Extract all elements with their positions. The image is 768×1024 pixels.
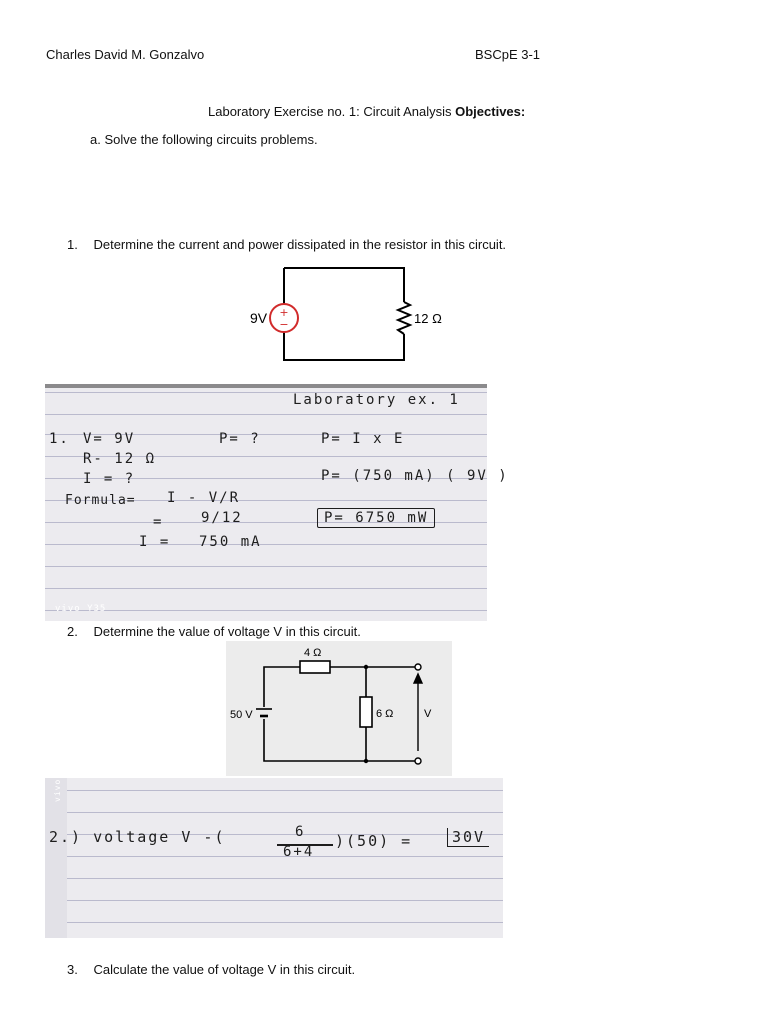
- camera-watermark-2: vivo Y35: [53, 755, 62, 802]
- lab-title-text: Laboratory Exercise no. 1: Circuit Analysis: [208, 104, 452, 119]
- notes-2-numerator: 6: [295, 824, 306, 840]
- camera-watermark-1: vivo Y35: [55, 604, 107, 614]
- notes-1-equals: =: [153, 514, 164, 530]
- notes-1-resistance: R- 12 Ω: [83, 451, 157, 467]
- notes-1-current-result: 750 mA: [199, 534, 262, 550]
- svg-text:+: +: [279, 306, 289, 319]
- notes-1-formula-label: Formula=: [65, 493, 136, 508]
- notes-2-equation-end: )(50) =: [335, 832, 413, 850]
- notes-1-power-unknown: P= ?: [219, 431, 261, 447]
- problem-1-text: Determine the current and power dissipated in the resistor in this circuit.: [93, 237, 507, 252]
- problem-2: [67, 624, 361, 640]
- notes-1-power-result: P= 6750 mW: [317, 508, 435, 528]
- problem-2-text: Determine the value of voltage V in this circuit.: [93, 624, 361, 639]
- battery-label: 50 V: [230, 709, 253, 721]
- notes-1-ohms-law: I - V/R: [167, 490, 241, 506]
- problem-1: [67, 237, 506, 253]
- notes-2-equation-start: 2.) voltage V -(: [49, 828, 226, 846]
- objectives-label: Objectives:: [455, 104, 526, 119]
- notes-1-voltage: V= 9V: [83, 431, 136, 447]
- notes-1-current: I = ?: [83, 471, 136, 487]
- problem-3: [67, 962, 355, 978]
- problem-2-number: 2.: [67, 624, 78, 639]
- lab-title: [208, 104, 525, 120]
- notes-1-current-label: I =: [139, 534, 171, 550]
- author-name: Charles David M. Gonzalvo: [46, 47, 205, 62]
- course-section: BSCpE 3-1: [475, 47, 541, 62]
- circuit-2-diagram: [226, 641, 452, 776]
- notes-2-denominator: 6+4: [283, 844, 315, 860]
- handwritten-solution-1: [45, 384, 509, 621]
- voltage-source-icon: [270, 304, 298, 332]
- notes-2-result: 30V: [447, 828, 489, 847]
- objective-a: a. Solve the following circuits problems.: [90, 132, 318, 147]
- output-voltage-label: V: [424, 708, 432, 720]
- notes-1-number: 1.: [49, 431, 70, 447]
- problem-3-number: 3.: [67, 962, 78, 977]
- series-resistor-label: 4 Ω: [304, 647, 322, 659]
- series-resistor-icon: [300, 661, 330, 673]
- notes-1-power-formula: P= I x E: [321, 431, 405, 447]
- shunt-resistor-label: 6 Ω: [376, 708, 394, 720]
- handwritten-solution-2: [45, 755, 503, 938]
- svg-text:−: −: [279, 318, 289, 331]
- source-label: 9V: [250, 310, 268, 326]
- resistor-label: 12 Ω: [414, 311, 442, 326]
- circuit-1-diagram: [232, 262, 452, 370]
- shunt-resistor-icon: [360, 697, 372, 727]
- problem-3-text: Calculate the value of voltage V in this circuit.: [93, 962, 356, 977]
- problem-1-number: 1.: [67, 237, 78, 252]
- notes-1-power-substitution: P= (750 mA) ( 9V ): [321, 468, 509, 484]
- notes-1-header: Laboratory ex. 1: [293, 392, 460, 408]
- notes-1-fraction: 9/12: [201, 510, 243, 526]
